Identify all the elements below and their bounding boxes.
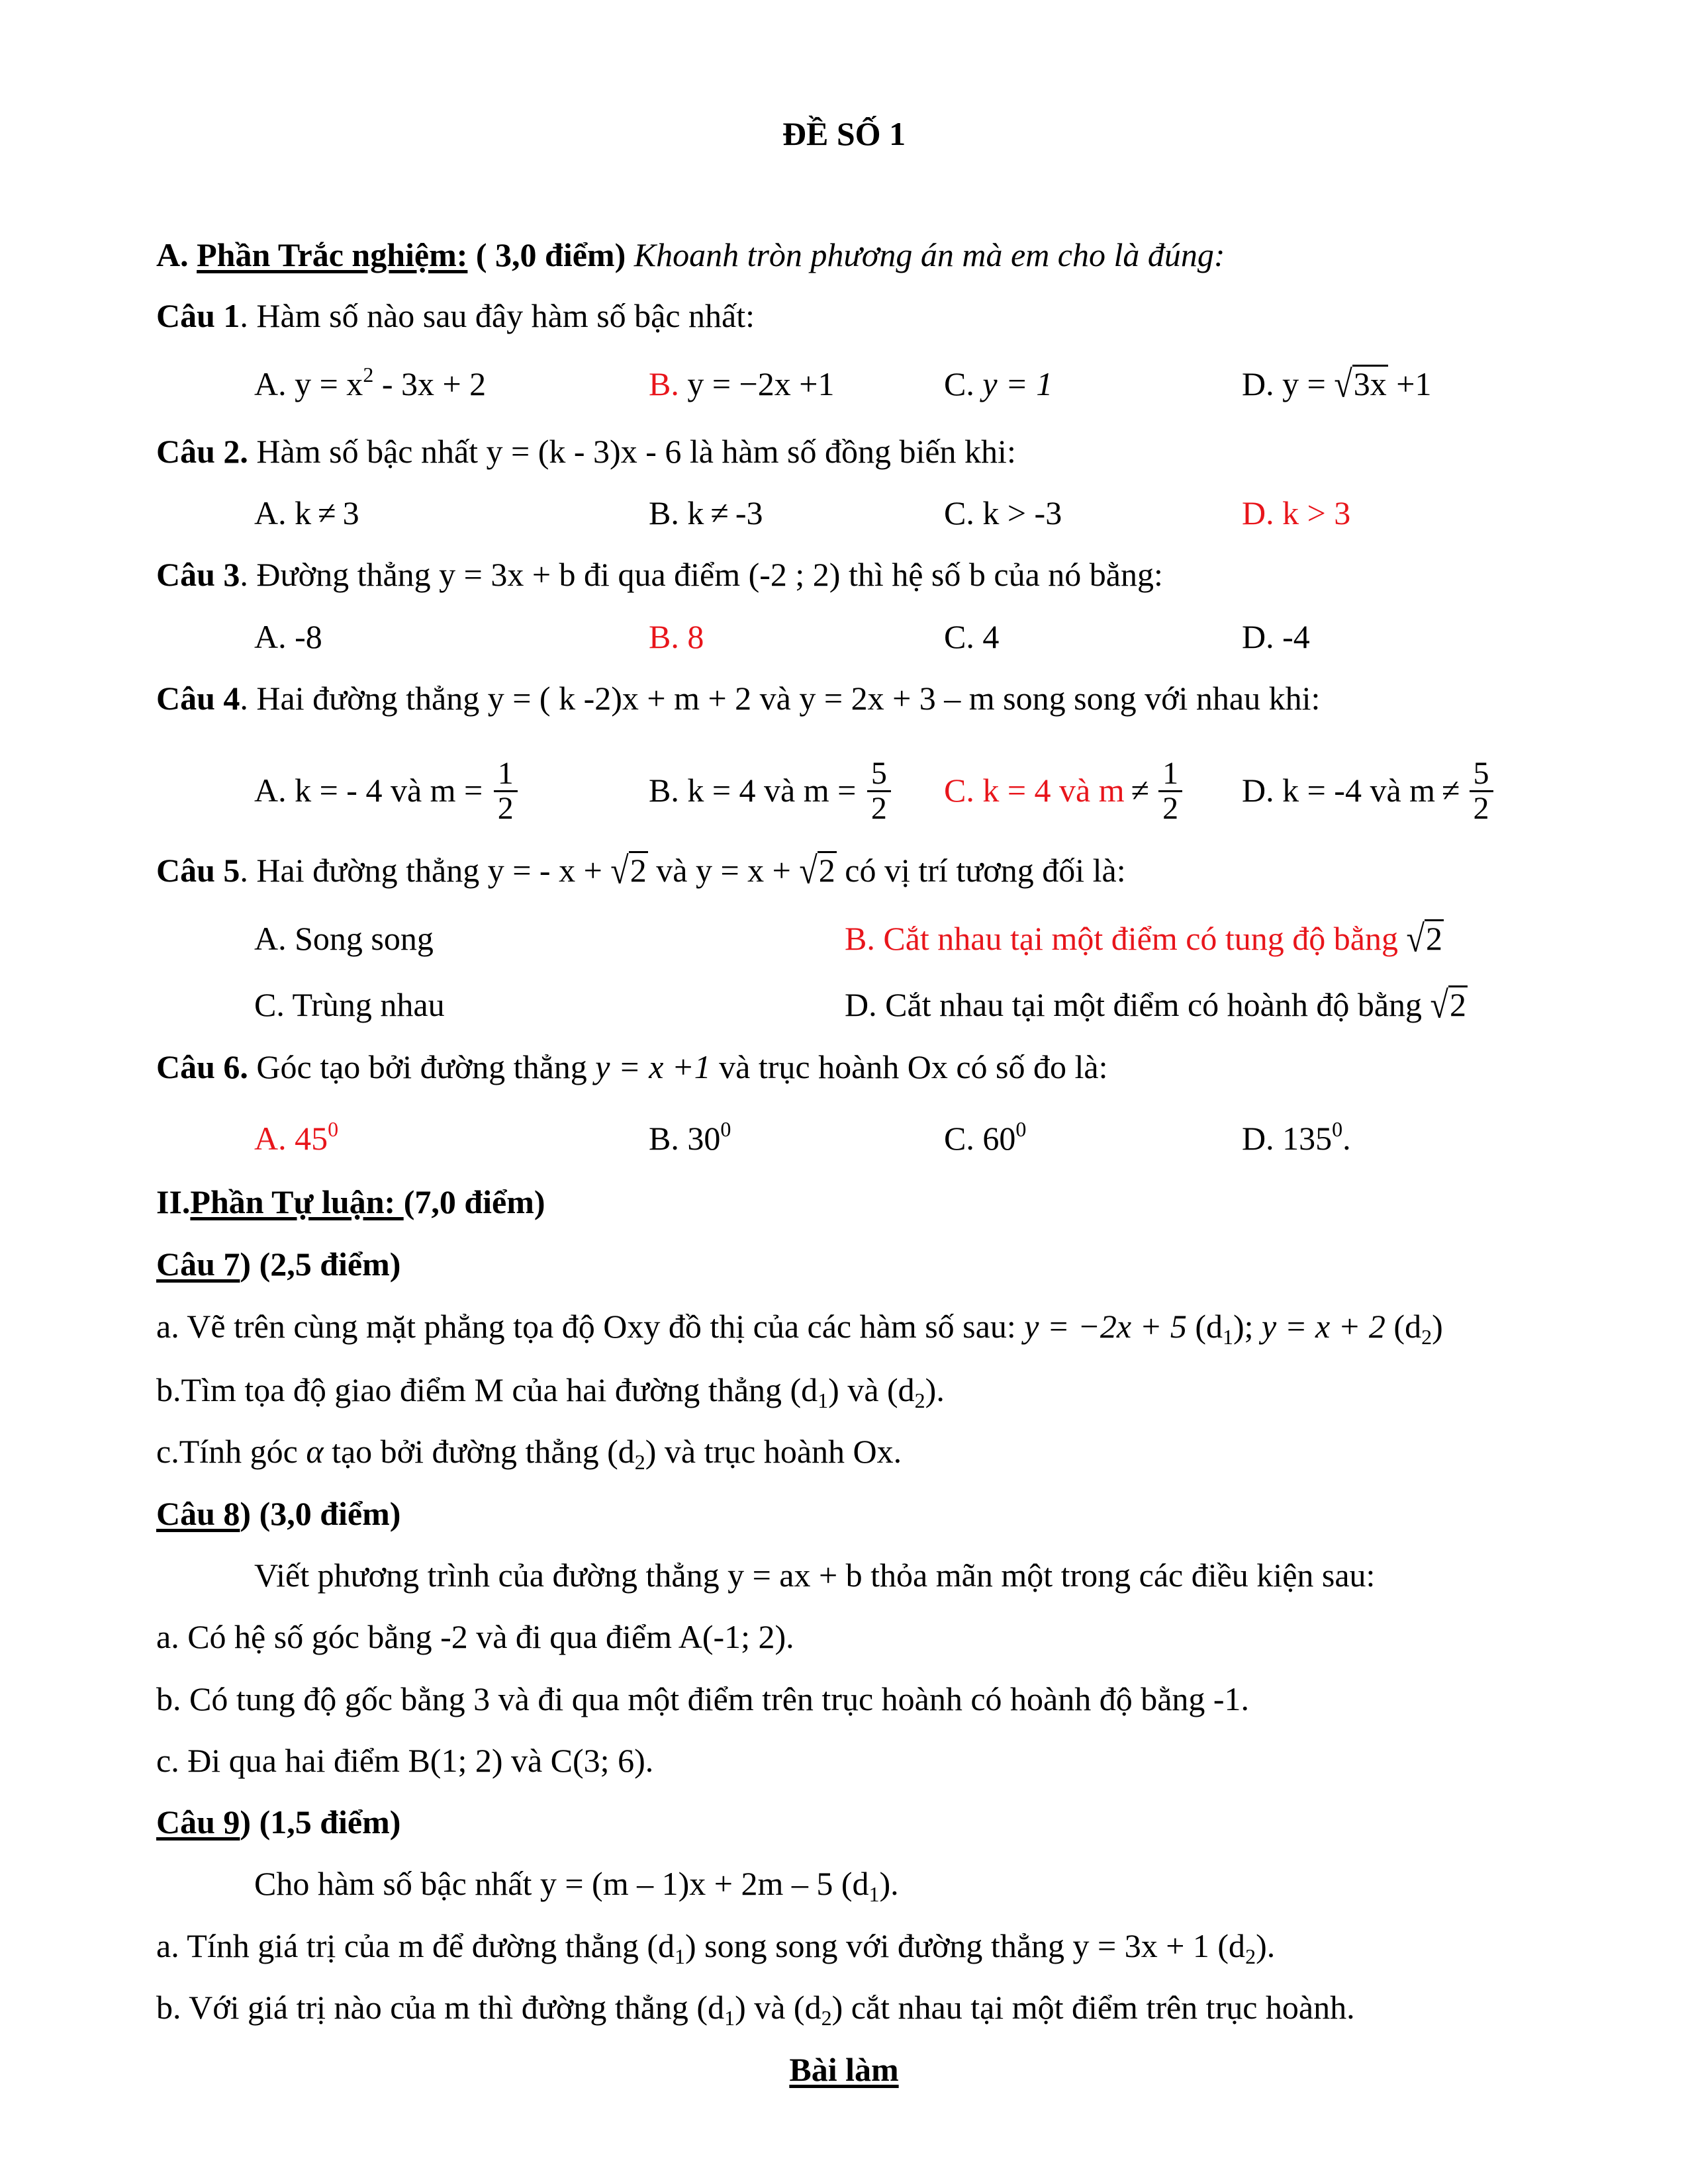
question-label: Câu 6. [156, 1048, 248, 1085]
text: b.Tìm tọa độ giao điểm M của hai đường thẳng (d [156, 1371, 818, 1408]
degree: 0 [720, 1117, 731, 1141]
question-label: Câu 9 [156, 1803, 240, 1841]
option-text: B. 30 [649, 1120, 721, 1157]
numerator: 5 [1470, 757, 1493, 792]
formula: y = −2x + 5 [1024, 1308, 1187, 1345]
q9-intro [254, 1864, 899, 1907]
text: Cho hàm số bậc nhất y = (m – 1)x + 2m – 5 (d [254, 1865, 869, 1902]
question-5 [156, 850, 1126, 890]
radicand: 2 [1425, 920, 1442, 957]
question-text: có vị trí tương đối là: [836, 852, 1126, 889]
text: ) cắt nhau tại một điểm trên trục hoành. [831, 1989, 1355, 2026]
denominator: 2 [870, 791, 887, 826]
subscript: 2 [914, 1388, 925, 1412]
not-equal-icon: ≠ [710, 494, 729, 531]
option-formula-rest: +1 [1387, 365, 1432, 402]
denominator: 2 [497, 791, 514, 826]
question-text: . Hàm số nào sau đây hàm số bậc nhất: [240, 297, 755, 334]
part-a-instruction: Khoanh tròn phương án mà em cho là đúng: [633, 236, 1225, 273]
fraction [867, 757, 891, 825]
subscript: 1 [1222, 1325, 1233, 1349]
q3-option-b: B. 8 [649, 618, 704, 655]
q7-part-b [156, 1370, 945, 1414]
degree: 0 [1015, 1117, 1027, 1141]
option-label: B. [649, 365, 679, 402]
not-equal-icon: ≠ [1131, 771, 1150, 809]
q5-option-b [845, 919, 1444, 958]
degree: 0 [1332, 1117, 1343, 1141]
q7-part-c [156, 1432, 902, 1475]
option-label: C. [944, 365, 974, 402]
q6-option-a [254, 1118, 338, 1162]
option-value: -3 [735, 494, 763, 531]
q9-part-a [156, 1926, 1275, 1970]
q8-part-b: b. Có tung độ gốc bằng 3 và đi qua một điểm trên trục hoành có hoành độ bằng -1. [156, 1680, 1250, 1717]
subscript: 2 [1421, 1325, 1432, 1349]
option-text: B. k = 4 và m = [649, 771, 857, 809]
subscript: 2 [1245, 1944, 1256, 1968]
sqrt-icon: √ [1430, 983, 1448, 1026]
fraction [494, 757, 518, 825]
question-text: và y = x + [647, 852, 800, 889]
option-text: C. k = 4 và m [944, 771, 1125, 809]
q7-part-a [156, 1306, 1443, 1350]
sqrt-icon: √ [1406, 917, 1425, 960]
text: ) song song với đường thẳng y = 3x + 1 (d [684, 1927, 1246, 1964]
part-b-title: Phần Tự luận: [190, 1183, 404, 1220]
radicand: 2 [1450, 986, 1466, 1023]
option-text: D. Cắt nhau tại một điểm có hoành độ bằng [845, 986, 1430, 1023]
q2-option-c: C. k > -3 [944, 494, 1062, 531]
option-text: A. k [254, 494, 312, 531]
answer-heading [0, 2050, 1688, 2089]
part-a-points: ( 3,0 điểm) [475, 236, 626, 273]
denominator: 2 [1162, 791, 1179, 826]
question-points: ) (3,0 điểm) [240, 1495, 401, 1532]
q6-option-b [649, 1118, 731, 1162]
text: ). [879, 1865, 899, 1902]
answer-heading-text: Bài làm [789, 2051, 899, 2088]
q4-option-a [254, 756, 520, 828]
part-a-title: Phần Trắc nghiệm: [197, 236, 468, 273]
text: ). [925, 1371, 945, 1408]
q1-option-b [649, 364, 834, 404]
sqrt-icon: √ [610, 848, 629, 892]
q6-option-c [944, 1118, 1026, 1162]
question-label: Câu 1 [156, 297, 240, 334]
question-7 [156, 1244, 400, 1284]
question-text: . Đường thẳng y = 3x + b đi qua điểm (-2 ; 2) thì hệ số b của nó bằng: [240, 556, 1163, 593]
question-6 [156, 1047, 1108, 1087]
part-b-label: II. [156, 1183, 191, 1220]
question-8 [156, 1494, 400, 1533]
q2-option-d: D. k > 3 [1242, 494, 1351, 531]
text: b. Với giá trị nào của m thì đường thẳng (d [156, 1989, 725, 2026]
option-formula: y = [1282, 365, 1335, 402]
option-formula: y = −2x +1 [687, 365, 835, 402]
question-label: Câu 2. [156, 433, 248, 470]
question-label: Câu 4 [156, 680, 240, 717]
subscript: 2 [634, 1450, 645, 1474]
part-b-heading [156, 1182, 545, 1222]
question-3 [156, 555, 1163, 594]
not-equal-icon: ≠ [1442, 771, 1460, 809]
q3-option-c: C. 4 [944, 618, 1000, 655]
question-points: ) (1,5 điểm) [240, 1803, 401, 1841]
question-label: Câu 7 [156, 1246, 240, 1283]
text: ) [1233, 1308, 1244, 1345]
question-text: Hàm số bậc nhất y = (k - 3)x - 6 là hàm số đồng biến khi: [248, 433, 1016, 470]
formula: y = x +1 [595, 1048, 711, 1085]
option-formula-rest: - 3x + 2 [373, 365, 487, 402]
q8-intro: Viết phương trình của đường thẳng y = ax + b thỏa mãn một trong các điều kiện sau: [254, 1557, 1376, 1594]
question-label: Câu 5 [156, 852, 240, 889]
q4-option-b [649, 756, 894, 828]
option-text: B. k [649, 494, 704, 531]
question-9 [156, 1802, 400, 1842]
text: (d [1385, 1308, 1422, 1345]
q3-option-d: D. -4 [1242, 618, 1310, 655]
numerator: 1 [494, 757, 518, 792]
option-value: 3 [342, 494, 359, 531]
question-points: ) (2,5 điểm) [240, 1246, 401, 1283]
q2-option-b [649, 493, 763, 533]
part-a-heading [156, 235, 1225, 275]
exponent: 2 [363, 363, 374, 387]
subscript: 1 [674, 1944, 685, 1968]
question-text: . Hai đường thẳng y = - x + [240, 852, 611, 889]
text: ) và (d [828, 1371, 915, 1408]
numerator: 5 [867, 757, 891, 792]
option-formula: y = 1 [982, 365, 1053, 402]
part-a-label: A. [156, 236, 189, 273]
denominator: 2 [1473, 791, 1489, 826]
text: ) [1432, 1308, 1443, 1345]
subscript: 1 [868, 1882, 880, 1906]
part-b-points: (7,0 điểm) [403, 1183, 545, 1220]
text: ) và (d [735, 1989, 821, 2026]
text: a. Tính giá trị của m để đường thẳng (d [156, 1927, 675, 1964]
q5-option-c: C. Trùng nhau [254, 986, 445, 1023]
radicand: 3x [1353, 365, 1387, 402]
subscript: 1 [724, 2006, 735, 2030]
formula: y = x + 2 [1262, 1308, 1385, 1345]
q2-option-a [254, 493, 359, 533]
subscript: 2 [821, 2006, 832, 2030]
option-text: A. 45 [254, 1120, 328, 1157]
q9-part-b [156, 1987, 1355, 2031]
question-label: Câu 3 [156, 556, 240, 593]
q6-option-d [1242, 1118, 1351, 1162]
text: a. Vẽ trên cùng mặt phẳng tọa độ Oxy đồ thị của các hàm số sau: [156, 1308, 1025, 1345]
question-text: và trục hoành Ox có số đo là: [710, 1048, 1108, 1085]
q1-option-a [254, 364, 486, 408]
option-label: D. [1242, 365, 1274, 402]
q1-option-c [944, 364, 1053, 404]
q3-option-a: A. -8 [254, 618, 322, 655]
q1-option-d [1242, 364, 1431, 404]
page-title: ĐỀ SỐ 1 [782, 115, 906, 152]
q8-part-c: c. Đi qua hai điểm B(1; 2) và C(3; 6). [156, 1742, 654, 1779]
option-text: C. 60 [944, 1120, 1016, 1157]
text: (d [1186, 1308, 1223, 1345]
option-text: A. k = - 4 và m = [254, 771, 483, 809]
question-label: Câu 8 [156, 1495, 240, 1532]
degree: 0 [328, 1117, 339, 1141]
q5-option-d [845, 985, 1468, 1024]
text: ) và trục hoành Ox. [645, 1433, 902, 1470]
q8-part-a: a. Có hệ số góc bằng -2 và đi qua điểm A(-1; 2). [156, 1618, 794, 1655]
q4-option-c [944, 756, 1185, 828]
subscript: 1 [818, 1388, 829, 1412]
numerator: 1 [1158, 757, 1182, 792]
option-text: B. Cắt nhau tại một điểm có tung độ bằng [845, 920, 1407, 957]
question-text: Góc tạo bởi đường thẳng [248, 1048, 596, 1085]
question-1 [156, 296, 755, 336]
option-formula: y = x [295, 365, 363, 402]
question-text: . Hai đường thẳng y = ( k -2)x + m + 2 và y = 2x + 3 – m song song với nhau khi: [240, 680, 1321, 717]
text: ). [1256, 1927, 1276, 1964]
sqrt-icon: √ [799, 848, 818, 892]
q5-option-a: A. Song song [254, 920, 434, 957]
q4-option-d [1242, 756, 1496, 828]
option-text: . [1342, 1120, 1351, 1157]
question-2 [156, 432, 1016, 471]
sqrt-icon: √ [1334, 362, 1352, 406]
radicand: 2 [818, 852, 835, 889]
radicand: 2 [630, 852, 647, 889]
option-text: D. 135 [1242, 1120, 1333, 1157]
question-4 [156, 678, 1320, 718]
text: c.Tính góc [156, 1433, 306, 1470]
text: tạo bởi đường thẳng (d [323, 1433, 635, 1470]
text: ; [1244, 1308, 1262, 1345]
fraction [1158, 757, 1182, 825]
alpha-symbol: α [306, 1433, 324, 1470]
option-text: D. k = -4 và m [1242, 771, 1436, 809]
option-label: A. [254, 365, 287, 402]
not-equal-icon: ≠ [318, 494, 336, 531]
fraction [1470, 757, 1493, 825]
